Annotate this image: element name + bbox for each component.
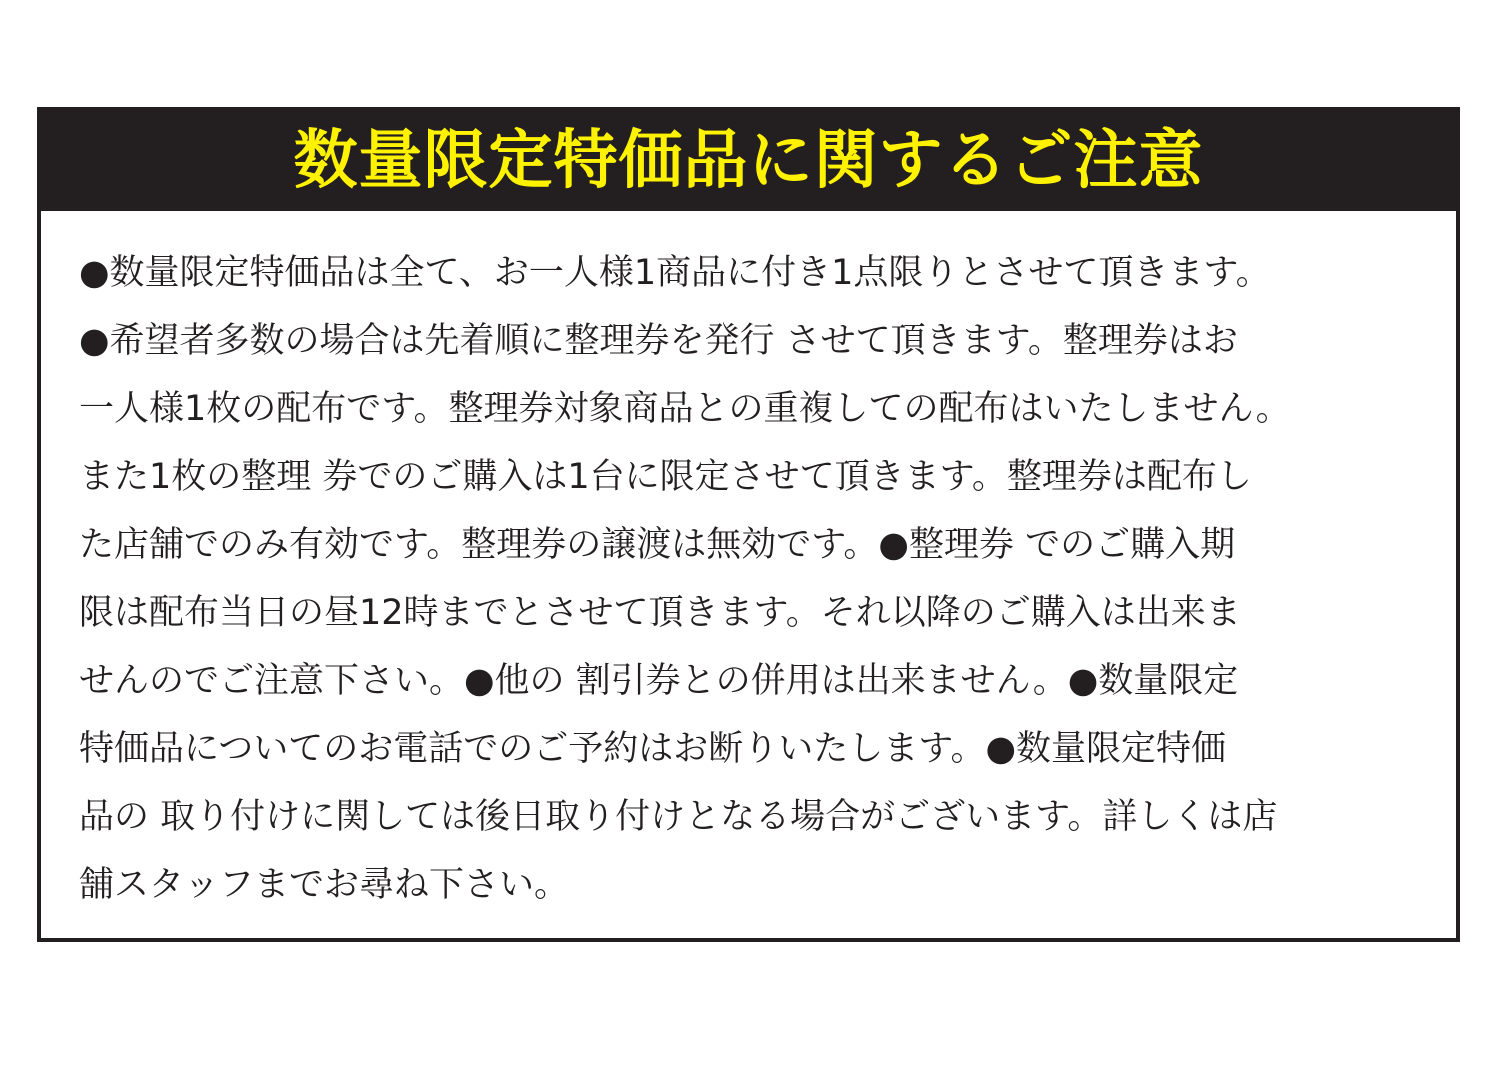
notice-line: 一人様1枚の配布です。整理券対象商品との重複しての配布はいたしません。 [79, 389, 1291, 429]
notice-line: せんのでご注意下さい。●他の 割引券との併用は出来ません。●数量限定 [79, 661, 1239, 701]
notice-title: 数量限定特価品に関するご注意 [293, 124, 1204, 198]
notice-line: 限は配布当日の昼12時までとさせて頂きます。それ以降のご購入は出来ま [79, 593, 1241, 633]
notice-header [41, 111, 1456, 211]
notice-box [37, 107, 1460, 942]
notice-line: また1枚の整理 券でのご購入は1台に限定させて頂きます。整理券は配布し [79, 457, 1252, 497]
notice-line: ●数量限定特価品は全て、お一人様1商品に付き1点限りとさせて頂きます。 [79, 253, 1271, 293]
notice-line: た店舗でのみ有効です。整理券の譲渡は無効です。●整理券 でのご購入期 [79, 525, 1236, 565]
notice-line: 品の 取り付けに関しては後日取り付けとなる場合がございます。詳しくは店 [79, 797, 1278, 837]
notice-line: ●希望者多数の場合は先着順に整理券を発行 させて頂きます。整理券はお [79, 321, 1238, 361]
notice-line: 特価品についてのお電話でのご予約はお断りいたします。●数量限定特価 [79, 729, 1227, 769]
notice-body [79, 239, 1424, 919]
notice-line: 舗スタッフまでお尋ね下さい。 [79, 865, 570, 905]
